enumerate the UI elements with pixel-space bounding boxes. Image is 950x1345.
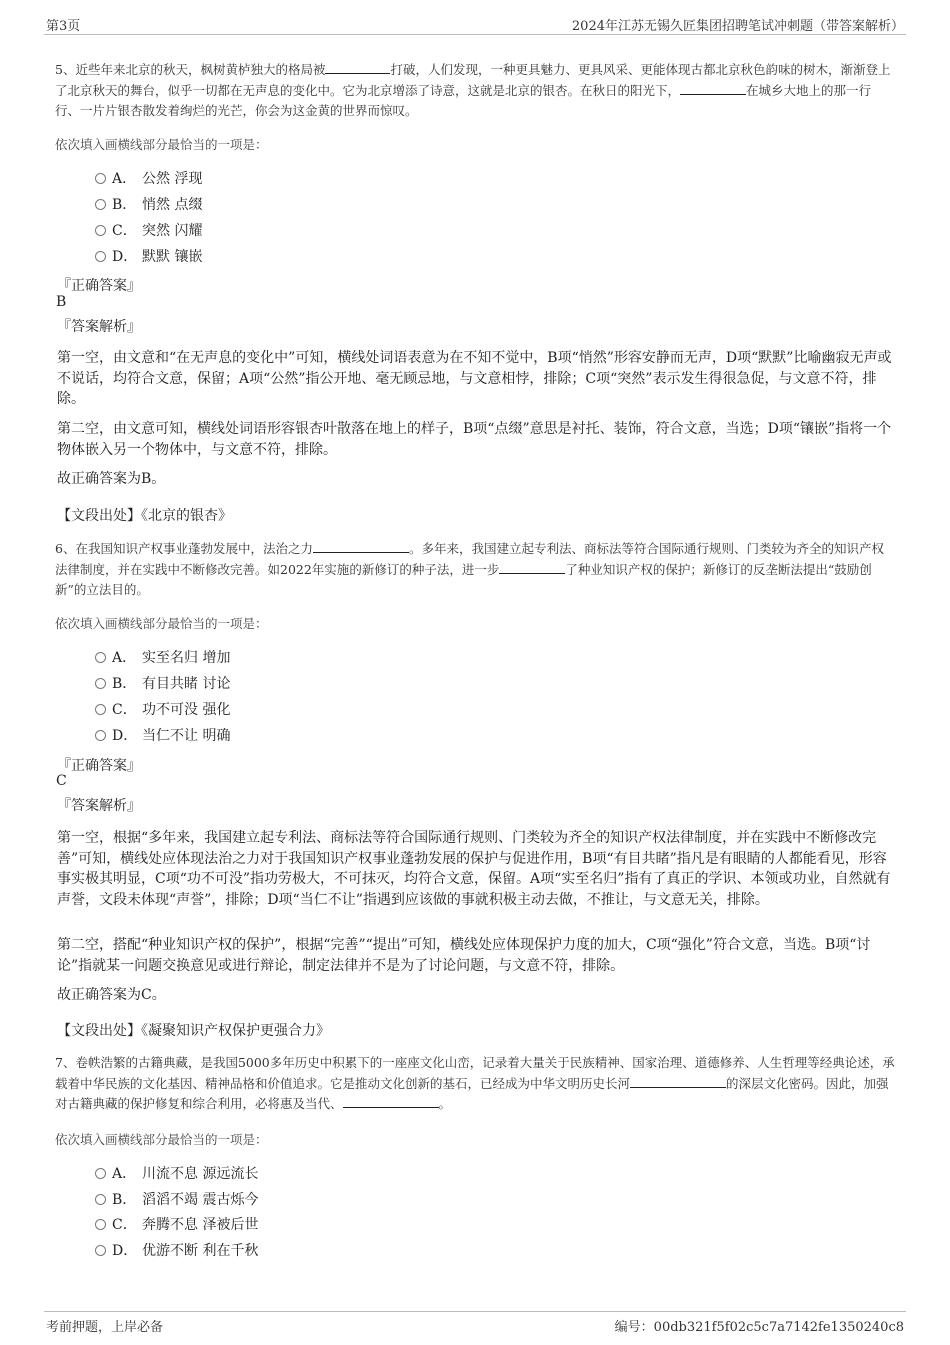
blank-line bbox=[630, 1074, 726, 1088]
radio-icon[interactable] bbox=[95, 1194, 106, 1205]
radio-icon[interactable] bbox=[95, 173, 106, 184]
option-a[interactable]: A． 公然 浮现 bbox=[95, 169, 202, 189]
footer-note: 考前押题，上岸必备 bbox=[46, 1320, 164, 1335]
radio-icon[interactable] bbox=[95, 1245, 106, 1256]
answer-label: 『正确答案』 bbox=[57, 758, 141, 774]
analysis-paragraph: 第二空，搭配“种业知识产权的保护”，根据“完善”“提出”可知，横线处应体现保护力度的加大，C项“强化”符合文意，当选。B项“讨论”指就某一问题交换意见或进行辩论，制定法律并不是为了讨论问题，与文意不符，排除。 bbox=[57, 937, 871, 974]
answer-value: C bbox=[56, 773, 67, 789]
option-b[interactable]: B． 悄然 点缀 bbox=[95, 195, 202, 215]
radio-icon[interactable] bbox=[95, 1219, 106, 1230]
radio-icon[interactable] bbox=[95, 199, 106, 210]
option-a[interactable]: A． 川流不息 源远流长 bbox=[95, 1164, 258, 1184]
radio-icon[interactable] bbox=[95, 652, 106, 663]
page-number: 第3页 bbox=[46, 19, 81, 34]
blank-line bbox=[680, 81, 746, 95]
radio-icon[interactable] bbox=[95, 678, 106, 689]
blank-line bbox=[499, 560, 565, 574]
radio-icon[interactable] bbox=[95, 251, 106, 262]
answer-label: 『正确答案』 bbox=[57, 278, 141, 294]
blank-line bbox=[313, 539, 409, 553]
question-5-text: 5、近些年来北京的秋天，枫树黄栌独大的格局被 打破，人们发现，一种更具魅力、更具风采、更能体现古都北京秋色韵味的树木，渐渐登上了北京秋天的舞台，似乎一切都在无声息的变化中。它为北京增添了诗意，这就是北京的银杏。在秋日的阳光下， 在城乡大地上的那一行行、一片片银杏散发着绚烂的光芒，你会为这金黄的世界而惊叹。 bbox=[55, 62, 891, 118]
analysis-paragraph: 第二空，由文意可知，横线处词语形容银杏叶散落在地上的样子，B项“点缀”意思是衬托、装饰，符合文意，当选；D项“镶嵌”指将一个物体嵌入另一个物体中，与文意不符，排除。 bbox=[57, 421, 892, 458]
option-b[interactable]: B． 滔滔不竭 震古烁今 bbox=[95, 1190, 258, 1210]
source-citation: 【文段出处】《北京的银杏》 bbox=[57, 508, 232, 524]
source-citation: 【文段出处】《凝聚知识产权保护更强合力》 bbox=[57, 1023, 330, 1039]
radio-icon[interactable] bbox=[95, 1168, 106, 1179]
analysis-paragraph: 第一空，由文意和“在无声息的变化中”可知，横线处词语表意为在不知不觉中，B项“悄然”形容安静而无声，D项“默默”比喻幽寂无声或不说话，均符合文意，保留；A项“公然”指公开地、毫无顾忌地，与文意相悖，排除；C项“突然”表示发生得很急促，与文意不符，排除。 bbox=[57, 350, 892, 407]
option-d[interactable]: D． 当仁不让 明确 bbox=[95, 726, 230, 746]
analysis-label: 『答案解析』 bbox=[57, 319, 141, 335]
document-title: 2024年江苏无锡久匠集团招聘笔试冲刺题（带答案解析） bbox=[571, 19, 904, 34]
document-code: 编号：00db321f5f02c5c7a7142fe1350240c8 bbox=[614, 1320, 904, 1335]
radio-icon[interactable] bbox=[95, 225, 106, 236]
blank-line bbox=[343, 1094, 439, 1108]
question-7-text: 7、卷帙浩繁的古籍典藏，是我国5000多年历史中积累下的一座座文化山峦，记录着大量关于民族精神、国家治理、道德修养、人生哲理等经典论述，承载着中华民族的文化基因、精神品格和价值追求。它是推动文化创新的基石，已经成为中华文明历史长河 的深层文化密码。因此，加强对古籍典藏的保护修复和综合利用，必将惠及当代、 。 bbox=[55, 1055, 895, 1111]
question-6-text: 6、在我国知识产权事业蓬勃发展中，法治之力 。多年来，我国建立起专利法、商标法等符合国际通行规则、门类较为齐全的知识产权法律制度，并在实践中不断修改完善。如2022年实施的新修订的种子法，进一步 了种业知识产权的保护；新修订的反垄断法提出“鼓励创新”的立法目的。 bbox=[55, 541, 884, 597]
page-footer bbox=[44, 1311, 906, 1336]
option-c[interactable]: C． 突然 闪耀 bbox=[95, 221, 202, 241]
option-c[interactable]: C． 功不可没 强化 bbox=[95, 700, 230, 720]
answer-value: B bbox=[56, 294, 67, 310]
analysis-label: 『答案解析』 bbox=[57, 798, 141, 814]
option-c[interactable]: C． 奔腾不息 泽被后世 bbox=[95, 1215, 258, 1235]
radio-icon[interactable] bbox=[95, 730, 106, 741]
analysis-paragraph: 第一空，根据“多年来，我国建立起专利法、商标法等符合国际通行规则、门类较为齐全的知识产权法律制度，并在实践中不断修改完善”可知，横线处应体现法治之力对于我国知识产权事业蓬勃发展的保护与促进作用，B项“有目共睹”指凡是有眼睛的人都能看见，形容事实极其明显，C项“功不可没”指功劳极大，不可抹灭，均符合文意，保留。A项“实至名归”指有了真正的学识、本领或功业，自然就有声誉，文段未体现“声誉”，排除；D项“当仁不让”指遇到应该做的事就积极主动去做，不推让，与文意无关，排除。 bbox=[57, 830, 891, 908]
option-b[interactable]: B． 有目共睹 讨论 bbox=[95, 674, 230, 694]
question-5-prompt: 依次填入画横线部分最恰当的一项是： bbox=[55, 137, 268, 152]
blank-line bbox=[325, 60, 390, 74]
option-a[interactable]: A． 实至名归 增加 bbox=[95, 648, 230, 668]
question-7-prompt: 依次填入画横线部分最恰当的一项是： bbox=[55, 1132, 268, 1147]
option-d[interactable]: D． 优游不断 利在千秋 bbox=[95, 1241, 258, 1261]
radio-icon[interactable] bbox=[95, 704, 106, 715]
question-6-prompt: 依次填入画横线部分最恰当的一项是： bbox=[55, 616, 268, 631]
analysis-conclusion: 故正确答案为C。 bbox=[57, 987, 166, 1003]
page-header bbox=[44, 12, 906, 35]
option-d[interactable]: D． 默默 镶嵌 bbox=[95, 247, 202, 267]
analysis-conclusion: 故正确答案为B。 bbox=[57, 471, 166, 487]
